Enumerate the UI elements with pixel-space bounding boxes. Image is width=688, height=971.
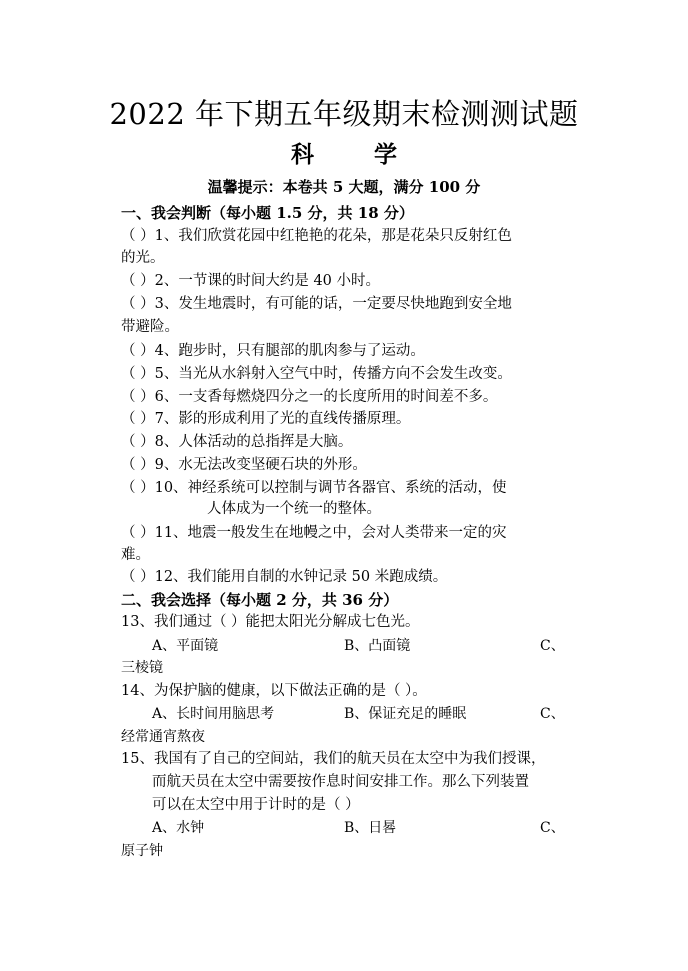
section2-header: 二、我会选择（每小题 2 分，共 36 分） bbox=[121, 591, 399, 609]
exam-tip: 温馨提示：本卷共 5 大题，满分 100 分 bbox=[207, 178, 481, 196]
q15-option-b: B、日晷 bbox=[344, 820, 397, 836]
question-15: 15、我国有了自己的空间站，我们的航天员在太空中为我们授课， bbox=[121, 751, 546, 767]
question-4: （ ）4、跑步时，只有腿部的肌肉参与了运动。 bbox=[121, 343, 425, 359]
question-13: 13、我们通过（ ）能把太阳光分解成七色光。 bbox=[121, 614, 420, 630]
question-3-cont: 带避险。 bbox=[121, 319, 179, 335]
section1-header: 一、我会判断（每小题 1.5 分，共 18 分） bbox=[121, 204, 414, 222]
question-1: （ ）1、我们欣赏花园中红艳艳的花朵，那是花朵只反射红色 bbox=[121, 228, 512, 244]
q13-option-c: C、 bbox=[540, 638, 565, 654]
q14-option-a: A、长时间用脑思考 bbox=[152, 706, 275, 722]
question-6: （ ）6、一支香每燃烧四分之一的长度所用的时间差不多。 bbox=[121, 389, 498, 405]
question-15-cont2: 可以在太空中用于计时的是（ ） bbox=[152, 797, 360, 813]
q15-option-a: A、水钟 bbox=[152, 820, 205, 836]
question-15-cont1: 而航天员在太空中需要按作息时间安排工作。那么下列装置 bbox=[152, 774, 529, 790]
question-11: （ ）11、地震一般发生在地幔之中，会对人类带来一定的灾 bbox=[121, 525, 507, 541]
exam-title: 2022 年下期五年级期末检测测试题 bbox=[109, 97, 579, 131]
question-10: （ ）10、神经系统可以控制与调节各器官、系统的活动，使 bbox=[121, 480, 507, 496]
question-2: （ ）2、一节课的时间大约是 40 小时。 bbox=[121, 273, 381, 289]
subject-heading: 科 学 bbox=[290, 141, 423, 168]
question-9: （ ）9、水无法改变坚硬石块的外形。 bbox=[121, 457, 367, 473]
q14-option-c: C、 bbox=[540, 706, 565, 722]
q13-option-c-text: 三棱镜 bbox=[121, 660, 163, 676]
question-5: （ ）5、当光从水斜射入空气中时，传播方向不会发生改变。 bbox=[121, 366, 512, 382]
question-10-cont: 人体成为一个统一的整体。 bbox=[207, 501, 381, 517]
q15-option-c: C、 bbox=[540, 820, 565, 836]
q14-option-b: B、保证充足的睡眠 bbox=[344, 706, 467, 722]
question-8: （ ）8、人体活动的总指挥是大脑。 bbox=[121, 434, 353, 450]
q13-option-b: B、凸面镜 bbox=[344, 638, 411, 654]
q15-option-c-text: 原子钟 bbox=[121, 843, 163, 859]
question-1-cont: 的光。 bbox=[121, 250, 165, 266]
question-7: （ ）7、影的形成利用了光的直线传播原理。 bbox=[121, 411, 411, 427]
question-3: （ ）3、发生地震时，有可能的话，一定要尽快地跑到安全地 bbox=[121, 296, 512, 312]
question-12: （ ）12、我们能用自制的水钟记录 50 米跑成绩。 bbox=[121, 569, 448, 585]
question-11-cont: 难。 bbox=[121, 547, 150, 563]
q13-option-a: A、平面镜 bbox=[152, 638, 219, 654]
q14-option-c-text: 经常通宵熬夜 bbox=[121, 729, 205, 745]
question-14: 14、为保护脑的健康，以下做法正确的是（ ）。 bbox=[121, 683, 427, 699]
